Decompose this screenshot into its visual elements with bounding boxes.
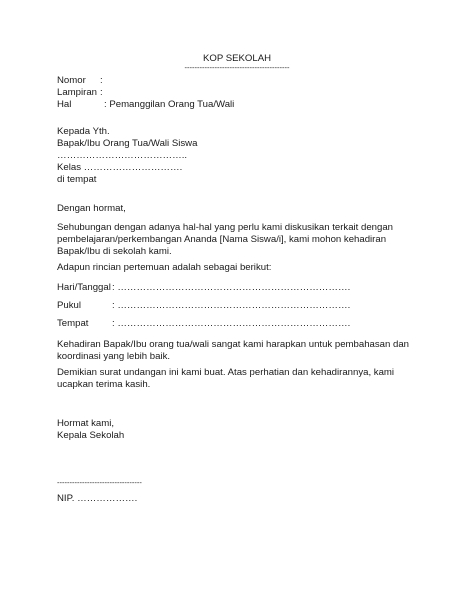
signature-line: ---------------------------------- [57, 478, 142, 487]
detail-value-hari-tanggal: : ………………………………………………………………. [112, 282, 351, 293]
detail-value-pukul: : ………………………………………………………………. [112, 300, 351, 311]
detail-label-hari-tanggal: Hari/Tanggal [57, 282, 111, 293]
recipient-location: di tempat [57, 174, 97, 185]
body-paragraph-4: Demikian surat undangan ini kami buat. Atas perhatian dan kehadirannya, kami ucapkan terima kasih. [57, 367, 395, 390]
closing-hormat: Hormat kami, [57, 418, 115, 429]
recipient-kelas: Kelas …………………………. [57, 162, 183, 173]
closing-position: Kepala Sekolah [57, 430, 125, 441]
nomor-label: Nomor [57, 75, 86, 86]
letterhead-underline: ------------------------------------------ [184, 63, 290, 72]
detail-value-tempat: : ………………………………………………………………. [112, 318, 351, 329]
recipient-name-blank: ………………………………….. [57, 150, 188, 161]
hal-label: Hal [57, 99, 72, 110]
lampiran-label: Lampiran [57, 87, 97, 98]
recipient-kepada: Kepada Yth. [57, 126, 110, 137]
body-paragraph-3: Kehadiran Bapak/Ibu orang tua/wali sangat kami harapkan untuk pembahasan dan koordinasi yang lebih baik. [57, 339, 410, 362]
hal-value: : Pemanggilan Orang Tua/Wali [104, 99, 235, 110]
greeting: Dengan hormat, [57, 203, 126, 214]
body-paragraph-2: Adapun rincian pertemuan adalah sebagai berikut: [57, 262, 272, 273]
recipient-title: Bapak/Ibu Orang Tua/Wali Siswa [57, 138, 198, 149]
nomor-separator: : [100, 75, 103, 86]
detail-label-tempat: Tempat [57, 318, 89, 329]
letterhead-title: KOP SEKOLAH [202, 53, 272, 64]
detail-label-pukul: Pukul [57, 300, 81, 311]
nip-field: NIP. ………………. [57, 493, 138, 504]
lampiran-separator: : [100, 87, 103, 98]
body-paragraph-1: Sehubungan dengan adanya hal-hal yang perlu kami diskusikan terkait dengan pembelajaran/perkembangan Ananda [Nama Siswa/i], kami mohon kehadiran Bapak/Ibu di sekolah kami. [57, 222, 394, 257]
